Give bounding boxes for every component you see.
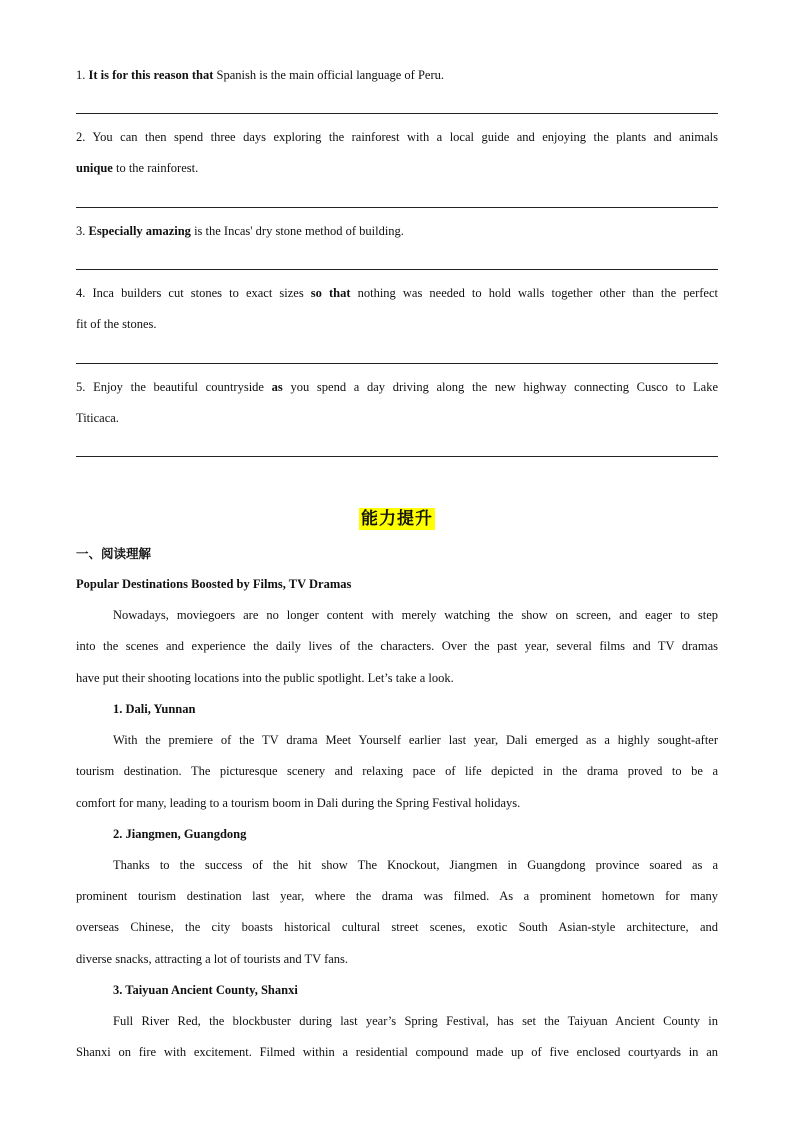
subsection-title: 3. Taiyuan Ancient County, Shanxi — [113, 983, 298, 997]
paragraph-line: prominent tourism destination last year, where the drama was filmed. As a prominent hometown for many — [76, 889, 718, 903]
exercise-2-line-1 — [76, 122, 718, 153]
exercise-number: 1. — [76, 68, 89, 82]
exercise-text: to the rainforest. — [112, 161, 199, 175]
exercise-number: 4. — [76, 286, 93, 300]
exercise-text: Inca builders cut stones to exact sizes — [92, 286, 311, 300]
exercise-text: Spanish is the main official language of Peru. — [213, 68, 445, 82]
paragraph-line: Shanxi on fire with excitement. Filmed within a residential compound made up of five enclosed courtyards in an — [76, 1045, 718, 1059]
bold-phrase: unique — [76, 161, 113, 175]
exercise-1 — [76, 60, 718, 91]
exercise-3 — [76, 216, 718, 247]
exercise-5-line-1 — [76, 372, 718, 403]
subsection-title: 2. Jiangmen, Guangdong — [113, 827, 247, 841]
answer-line — [76, 207, 718, 208]
exercise-text: fit of the stones. — [76, 317, 157, 331]
exercise-text: nothing was needed to hold walls together other than the perfect — [350, 286, 718, 300]
answer-line — [76, 363, 718, 364]
exercise-number: 2. — [76, 130, 93, 144]
exercise-text: You can then spend three days exploring the rainforest with a local guide and enjoying the plants and animals — [92, 130, 718, 144]
bold-phrase: It is for this reason that — [88, 68, 214, 82]
paragraph-line: tourism destination. The picturesque scenery and relaxing pace of life depicted in the drama proved to be a — [76, 764, 718, 778]
paragraph-line: have put their shooting locations into the public spotlight. Let’s take a look. — [76, 671, 454, 685]
subsection-title: 1. Dali, Yunnan — [113, 702, 196, 716]
paragraph-line: diverse snacks, attracting a lot of tourists and TV fans. — [76, 952, 349, 966]
paragraph-line: Full River Red, the blockbuster during last year’s Spring Festival, has set the Taiyuan Ancient County in — [113, 1014, 718, 1028]
exercise-number: 5. — [76, 380, 94, 394]
exercise-5-line-2 — [76, 403, 718, 434]
exercise-text: is the Incas' dry stone method of building. — [190, 224, 404, 238]
article-title: Popular Destinations Boosted by Films, TV Dramas — [76, 577, 352, 591]
exercise-number: 3. — [76, 224, 89, 238]
paragraph-line: Thanks to the success of the hit show The Knockout, Jiangmen in Guangdong province soared as a — [113, 858, 718, 872]
exercise-4-line-2 — [76, 309, 718, 340]
bold-phrase: as — [271, 380, 283, 394]
paragraph-line: comfort for many, leading to a tourism boom in Dali during the Spring Festival holidays. — [76, 796, 521, 810]
paragraph-line: into the scenes and experience the daily lives of the characters. Over the past year, several films and TV dramas — [76, 639, 718, 653]
answer-line — [76, 113, 718, 114]
bold-phrase: so that — [310, 286, 351, 300]
paragraph-line: overseas Chinese, the city boasts historical cultural street scenes, exotic South Asian-style architecture, and — [76, 920, 718, 934]
section-label: 一、阅读理解 — [76, 546, 152, 561]
exercise-2-line-2 — [76, 153, 718, 184]
exercise-4-line-1 — [76, 278, 718, 309]
exercise-text: Titicaca. — [76, 411, 119, 425]
bold-phrase: Especially amazing — [88, 224, 191, 238]
paragraph-line: Nowadays, moviegoers are no longer content with merely watching the show on screen, and eager to step — [113, 608, 718, 622]
section-heading: 能力提升 — [361, 509, 433, 529]
exercise-text: you spend a day driving along the new highway connecting Cusco to Lake — [282, 380, 718, 394]
heading-container — [76, 504, 718, 529]
exercise-text: Enjoy the beautiful countryside — [93, 380, 272, 394]
paragraph-line: With the premiere of the TV drama Meet Yourself earlier last year, Dali emerged as a highly sought-after — [113, 733, 718, 747]
answer-line — [76, 456, 718, 457]
answer-line — [76, 269, 718, 270]
